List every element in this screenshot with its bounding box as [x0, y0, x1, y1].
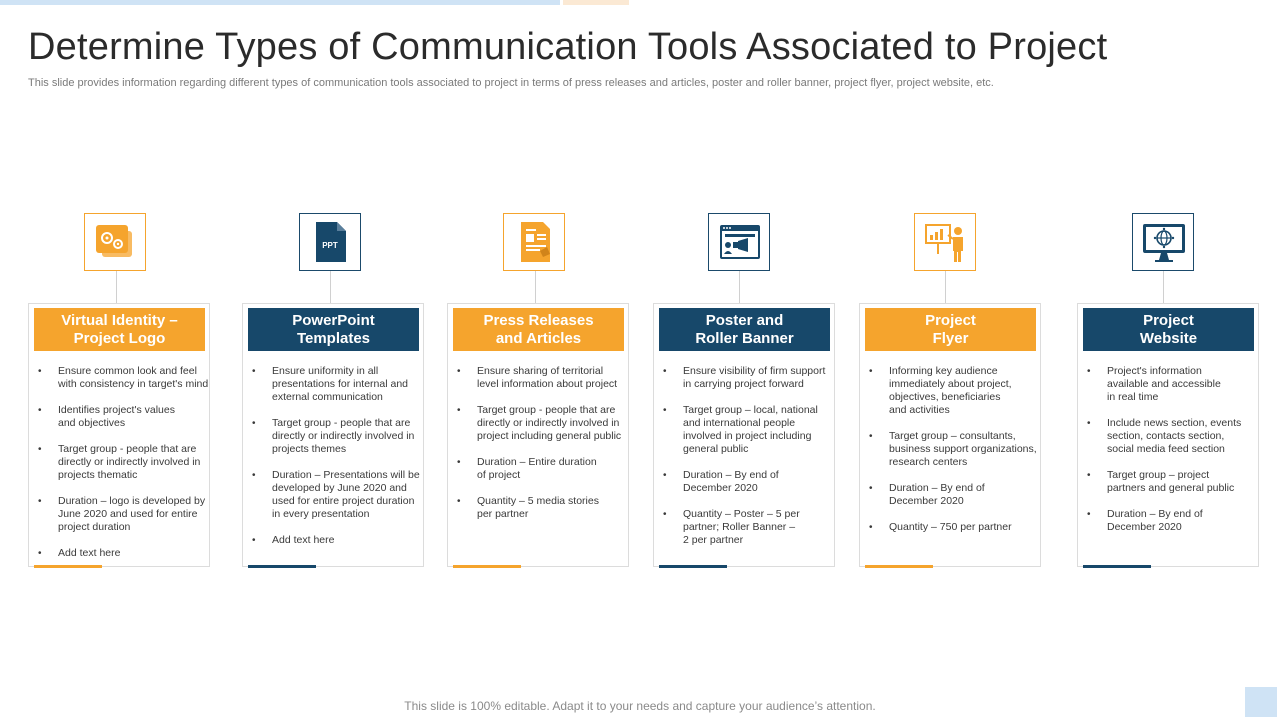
column-project-website [1077, 213, 1259, 573]
card-header: Project Flyer [865, 308, 1036, 351]
bullet-list [1085, 365, 1259, 547]
list-item: • Quantity – 5 media stories per partner [455, 495, 629, 521]
page-subtitle: This slide provides information regarding different types of communication tools associated to project in terms of press releases and articles, poster and roller banner, project flyer, project website, etc. [28, 77, 994, 89]
list-item: • Duration – logo is developed by June 2020 and used for entire project duration [36, 495, 210, 534]
list-item: • Ensure uniformity in all presentations for internal and external communication [250, 365, 424, 404]
list-item: • Quantity – Poster – 5 per partner; Roller Banner – 2 per partner [661, 508, 835, 547]
ppt-file-icon [299, 213, 361, 271]
bullet-list [250, 365, 424, 560]
card-accent-bar [248, 565, 316, 568]
card-header: Project Website [1083, 308, 1254, 351]
presenter-board-icon [914, 213, 976, 271]
list-item: • Target group – local, national and international people involved in project including general public [661, 404, 835, 456]
list-item: • Target group – project partners and general public [1085, 469, 1259, 495]
browser-megaphone-icon [708, 213, 770, 271]
corner-accent-block [1245, 687, 1277, 717]
list-item: • Duration – Entire duration of project [455, 456, 629, 482]
monitor-globe-icon [1132, 213, 1194, 271]
list-item: • Target group – consultants, business support organizations, research centers [867, 430, 1041, 469]
list-item: • Add text here [36, 547, 210, 560]
gears-cards-icon [84, 213, 146, 271]
card-accent-bar [1083, 565, 1151, 568]
list-item: • Duration – By end of December 2020 [661, 469, 835, 495]
list-item: • Duration – By end of December 2020 [1085, 508, 1259, 534]
card-header: Poster and Roller Banner [659, 308, 830, 351]
card-accent-bar [865, 565, 933, 568]
bullet-list [455, 365, 629, 534]
list-item: • Include news section, events section, contacts section, social media feed section [1085, 417, 1259, 456]
list-item: • Add text here [250, 534, 424, 547]
list-item: • Quantity – 750 per partner [867, 521, 1041, 534]
list-item: • Ensure visibility of firm support in carrying project forward [661, 365, 835, 391]
page-title: Determine Types of Communication Tools Associated to Project [28, 26, 1108, 68]
list-item: • Target group - people that are directly or indirectly involved in project including general public [455, 404, 629, 443]
column-press-releases [447, 213, 629, 573]
list-item: • Project's information available and accessible in real time [1085, 365, 1259, 404]
ppt-icon-label: PPT [322, 241, 338, 250]
bullet-list [867, 365, 1041, 547]
list-item: • Informing key audience immediately about project, objectives, beneficiaries and activities [867, 365, 1041, 417]
footer-note: This slide is 100% editable. Adapt it to your needs and capture your audience’s attention. [404, 699, 876, 713]
card-accent-bar [659, 565, 727, 568]
list-item: • Target group - people that are directly or indirectly involved in projects thematic [36, 443, 210, 482]
list-item: • Ensure sharing of territorial level information about project [455, 365, 629, 391]
card-header: PowerPoint Templates [248, 308, 419, 351]
list-item: • Duration – Presentations will be developed by June 2020 and used for entire project duration in every presentation [250, 469, 424, 521]
card-accent-bar [34, 565, 102, 568]
list-item: • Identifies project's values and objectives [36, 404, 210, 430]
column-poster-roller-banner [653, 213, 835, 573]
bullet-list [661, 365, 835, 560]
column-virtual-identity [28, 213, 210, 573]
card-accent-bar [453, 565, 521, 568]
press-document-icon [503, 213, 565, 271]
column-project-flyer [859, 213, 1041, 573]
card-header: Press Releases and Articles [453, 308, 624, 351]
top-accent-bar-blue [0, 0, 560, 5]
list-item: • Duration – By end of December 2020 [867, 482, 1041, 508]
list-item: • Target group - people that are directly or indirectly involved in projects themes [250, 417, 424, 456]
top-accent-bar-peach [563, 0, 629, 5]
bullet-list [36, 365, 210, 573]
column-powerpoint-templates [242, 213, 424, 573]
card-header: Virtual Identity – Project Logo [34, 308, 205, 351]
list-item: • Ensure common look and feel with consistency in target's mind [36, 365, 210, 391]
